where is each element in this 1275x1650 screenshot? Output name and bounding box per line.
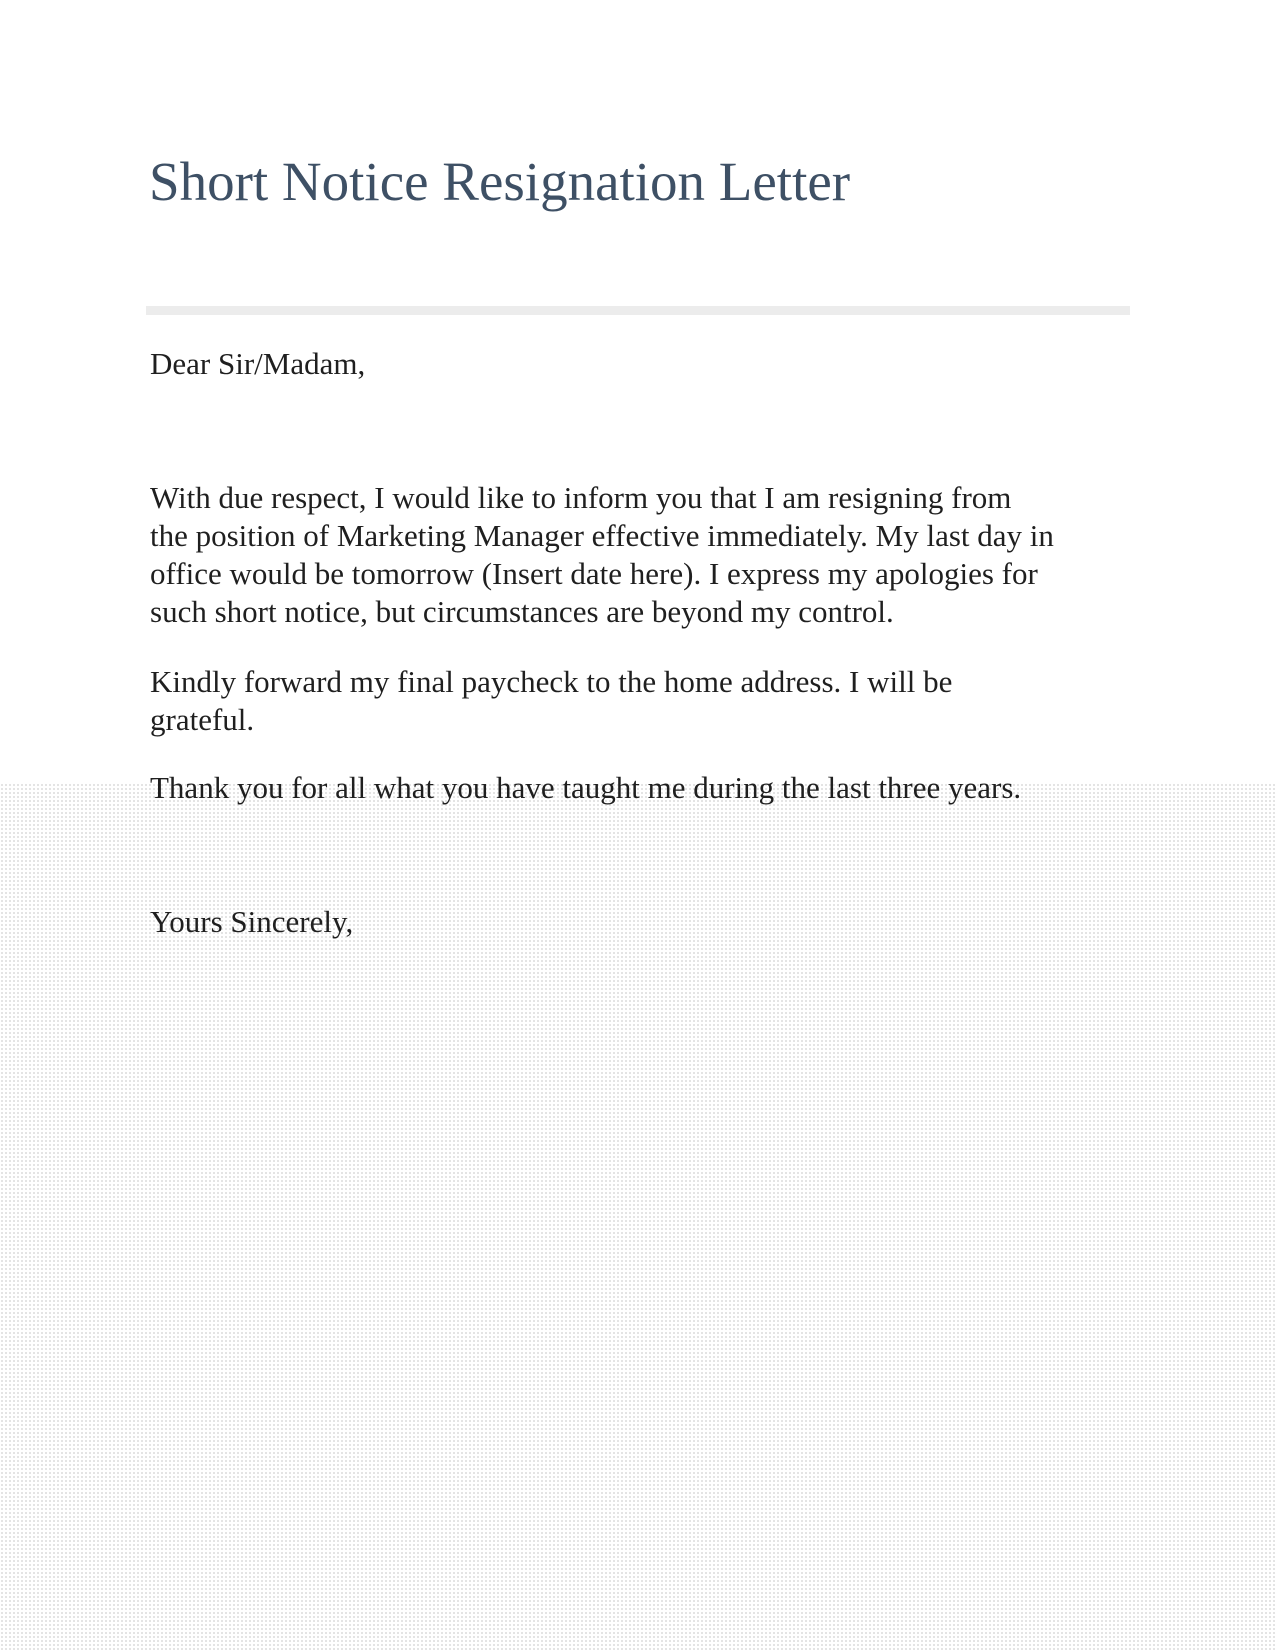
paragraph-line: the position of Marketing Manager effective immediately. My last day in — [150, 518, 1054, 553]
paragraph-line: Kindly forward my final paycheck to the home address. I will be — [150, 664, 953, 699]
closing: Yours Sincerely, — [150, 904, 354, 939]
paragraph-line: such short notice, but circumstances are beyond my control. — [150, 594, 894, 629]
paragraph-thanks: Thank you for all what you have taught me during the last three years. — [150, 770, 1022, 805]
paragraph-line: office would be tomorrow (Insert date here). I express my apologies for — [150, 556, 1038, 591]
paragraph-paycheck — [150, 663, 952, 739]
title-divider — [146, 306, 1130, 315]
paragraph-resignation — [150, 479, 1054, 631]
letter-title: Short Notice Resignation Letter — [149, 151, 851, 212]
paragraph-line: With due respect, I would like to inform you that I am resigning from — [150, 480, 1012, 515]
salutation: Dear Sir/Madam, — [150, 346, 366, 381]
paragraph-line: grateful. — [150, 702, 255, 737]
